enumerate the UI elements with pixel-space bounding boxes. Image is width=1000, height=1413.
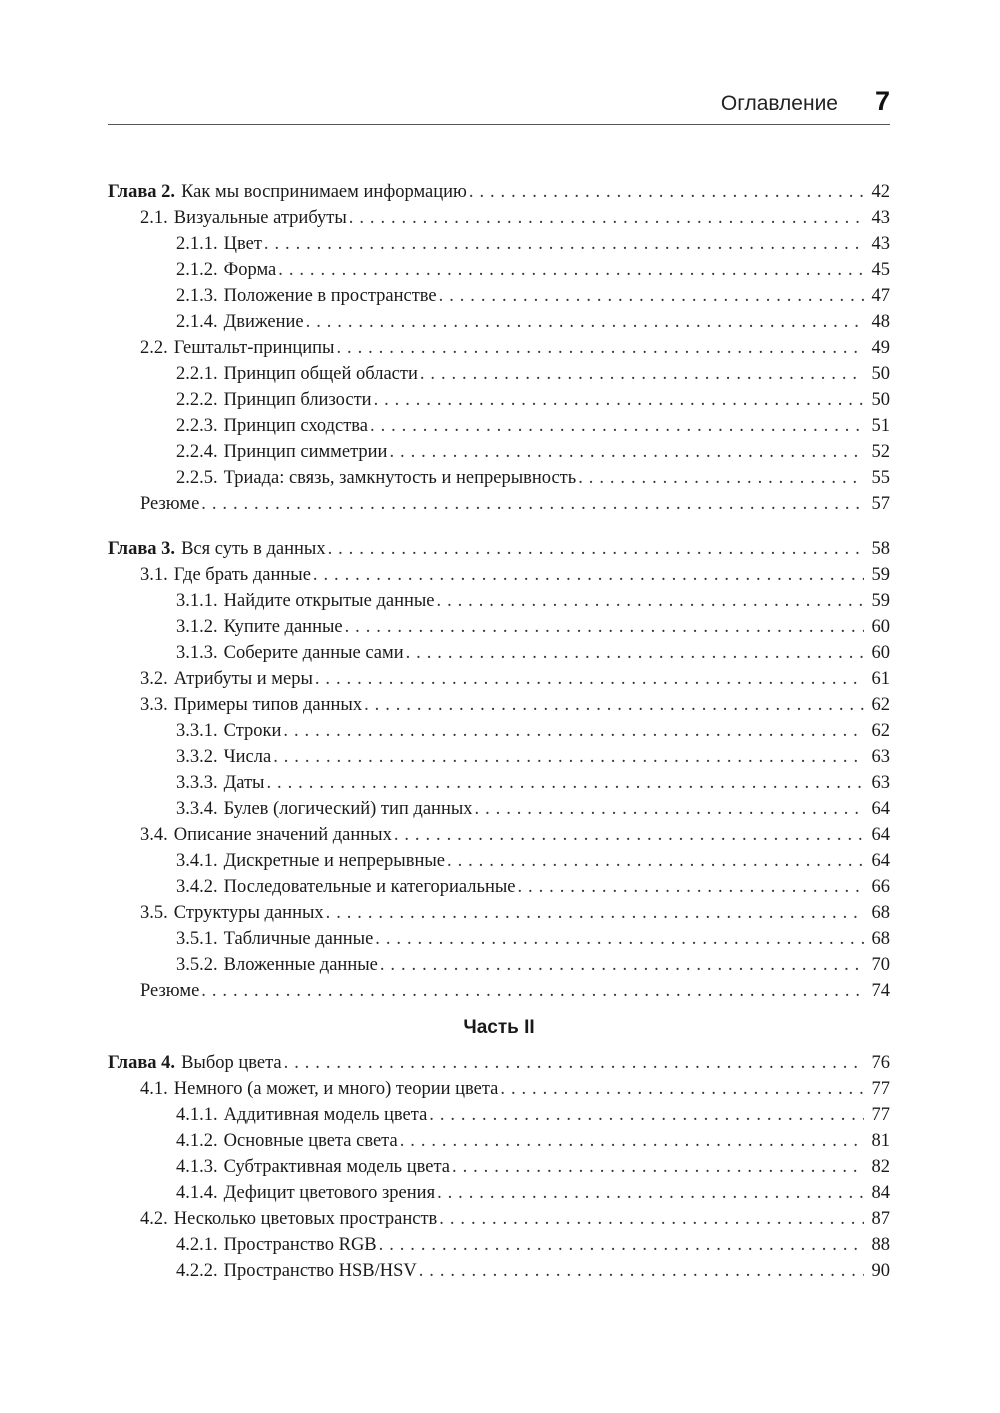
entry-title: Дефицит цветового зрения: [223, 1183, 436, 1203]
entry-title: Немного (а может, и много) теории цвета: [173, 1079, 499, 1099]
dot-leader: [469, 179, 864, 205]
toc-entry-4-2[interactable]: [108, 1206, 890, 1232]
dot-leader: [284, 1050, 864, 1076]
entry-number: 3.3.2.: [176, 747, 218, 767]
toc-entry-2-1-4[interactable]: [108, 309, 890, 335]
toc-entry-chapter-3-summary[interactable]: [108, 978, 890, 1004]
entry-title: Резюме: [140, 494, 200, 514]
entry-page: 74: [871, 981, 890, 1001]
chapter-2-section: [108, 179, 890, 517]
entry-page: 64: [871, 851, 890, 871]
entry-title: Несколько цветовых пространств: [173, 1209, 438, 1229]
entry-page: 52: [871, 442, 890, 462]
entry-number: 4.2.: [140, 1209, 168, 1229]
dot-leader: [267, 770, 865, 796]
toc-entry-chapter-2[interactable]: [108, 179, 890, 205]
entry-title: Выбор цвета: [181, 1053, 282, 1073]
running-header: [108, 88, 890, 125]
toc-entry-3-1-3[interactable]: [108, 640, 890, 666]
entry-title: Визуальные атрибуты: [173, 208, 347, 228]
entry-number: 3.1.3.: [176, 643, 218, 663]
dot-leader: [374, 387, 864, 413]
dot-leader: [273, 744, 864, 770]
entry-title: Купите данные: [223, 617, 343, 637]
dot-leader: [306, 309, 864, 335]
entry-page: 60: [871, 617, 890, 637]
entry-page: 88: [871, 1235, 890, 1255]
entry-number: 4.1.4.: [176, 1183, 218, 1203]
entry-number: 4.1.3.: [176, 1157, 218, 1177]
toc-entry-4-1-1[interactable]: [108, 1102, 890, 1128]
entry-title: Принцип сходства: [223, 416, 369, 436]
dot-leader: [475, 796, 864, 822]
entry-number: 4.2.1.: [176, 1235, 218, 1255]
entry-number: 3.4.2.: [176, 877, 218, 897]
chapter-label: Глава 4.: [108, 1053, 176, 1073]
toc-entry-4-1[interactable]: [108, 1076, 890, 1102]
toc-entry-chapter-2-summary[interactable]: [108, 491, 890, 517]
entry-page: 70: [871, 955, 890, 975]
entry-number: 2.2.2.: [176, 390, 218, 410]
toc-entry-4-1-3[interactable]: [108, 1154, 890, 1180]
entry-title: Субтрактивная модель цвета: [223, 1157, 451, 1177]
entry-title: Пространство HSB/HSV: [223, 1261, 417, 1281]
toc-entry-chapter-4[interactable]: [108, 1050, 890, 1076]
dot-leader: [201, 491, 864, 517]
entry-page: 87: [871, 1209, 890, 1229]
toc-entry-2-1-2[interactable]: [108, 257, 890, 283]
toc-entry-3-4[interactable]: [108, 822, 890, 848]
entry-page: 48: [871, 312, 890, 332]
entry-page: 64: [871, 799, 890, 819]
entry-number: 3.3.4.: [176, 799, 218, 819]
entry-page: 62: [871, 695, 890, 715]
entry-page: 59: [871, 565, 890, 585]
dot-leader: [500, 1076, 864, 1102]
entry-page: 82: [871, 1157, 890, 1177]
entry-number: 2.2.5.: [176, 468, 218, 488]
dot-leader: [336, 335, 864, 361]
dot-leader: [364, 692, 864, 718]
toc-entry-4-1-4[interactable]: [108, 1180, 890, 1206]
entry-title: Последовательные и категориальные: [223, 877, 516, 897]
chapter-3-section: [108, 536, 890, 1004]
toc-entry-3-3-4[interactable]: [108, 796, 890, 822]
toc-entry-3-5-1[interactable]: [108, 926, 890, 952]
entry-title: Вся суть в данных: [181, 539, 326, 559]
dot-leader: [439, 283, 864, 309]
entry-number: 4.1.1.: [176, 1105, 218, 1125]
toc-entry-3-3-3[interactable]: [108, 770, 890, 796]
toc-entry-3-1-2[interactable]: [108, 614, 890, 640]
entry-title: Форма: [223, 260, 277, 280]
entry-page: 77: [871, 1079, 890, 1099]
entry-number: 3.5.1.: [176, 929, 218, 949]
entry-title: Гештальт-принципы: [173, 338, 335, 358]
entry-title: Табличные данные: [223, 929, 374, 949]
toc-entry-chapter-3[interactable]: [108, 536, 890, 562]
entry-page: 49: [871, 338, 890, 358]
dot-leader: [380, 952, 864, 978]
entry-page: 60: [871, 643, 890, 663]
dot-leader: [328, 536, 864, 562]
dot-leader: [420, 361, 864, 387]
toc-entry-4-1-2[interactable]: [108, 1128, 890, 1154]
toc-entry-3-2[interactable]: [108, 666, 890, 692]
entry-title: Атрибуты и меры: [173, 669, 313, 689]
entry-title: Соберите данные сами: [223, 643, 404, 663]
dot-leader: [578, 465, 864, 491]
entry-page: 51: [871, 416, 890, 436]
section-spacer: [108, 517, 890, 536]
dot-leader: [447, 848, 864, 874]
entry-number: 2.1.1.: [176, 234, 218, 254]
entry-number: 3.1.2.: [176, 617, 218, 637]
entry-number: 2.2.: [140, 338, 168, 358]
dot-leader: [201, 978, 864, 1004]
entry-page: 81: [871, 1131, 890, 1151]
chapter-label: Глава 3.: [108, 539, 176, 559]
dot-leader: [429, 1102, 864, 1128]
entry-page: 68: [871, 903, 890, 923]
dot-leader: [313, 562, 864, 588]
toc-entry-3-5-2[interactable]: [108, 952, 890, 978]
toc-entry-2-2-1[interactable]: [108, 361, 890, 387]
dot-leader: [518, 874, 865, 900]
entry-number: 4.2.2.: [176, 1261, 218, 1281]
entry-number: 3.2.: [140, 669, 168, 689]
entry-page: 64: [871, 825, 890, 845]
toc-entry-2-1-1[interactable]: [108, 231, 890, 257]
toc-entry-3-3[interactable]: [108, 692, 890, 718]
dot-leader: [406, 640, 864, 666]
entry-page: 66: [871, 877, 890, 897]
page-number: 7: [874, 86, 890, 116]
dot-leader: [375, 926, 864, 952]
entry-page: 47: [871, 286, 890, 306]
toc-entry-2-2-4[interactable]: [108, 439, 890, 465]
entry-title: Принцип симметрии: [223, 442, 388, 462]
dot-leader: [315, 666, 864, 692]
toc-entry-2-2-3[interactable]: [108, 413, 890, 439]
entry-page: 43: [871, 234, 890, 254]
entry-page: 42: [871, 182, 890, 202]
entry-title: Строки: [223, 721, 282, 741]
entry-page: 62: [871, 721, 890, 741]
entry-number: 3.1.1.: [176, 591, 218, 611]
toc-entry-2-1-3[interactable]: [108, 283, 890, 309]
toc-entry-4-2-2[interactable]: [108, 1258, 890, 1284]
entry-title: Цвет: [223, 234, 262, 254]
entry-page: 61: [871, 669, 890, 689]
dot-leader: [345, 614, 864, 640]
dot-leader: [439, 1206, 864, 1232]
table-of-contents: [108, 179, 890, 1284]
toc-entry-4-2-1[interactable]: [108, 1232, 890, 1258]
running-header-title: Оглавление: [720, 92, 838, 115]
dot-leader: [437, 1180, 864, 1206]
entry-title: Структуры данных: [173, 903, 324, 923]
entry-page: 90: [871, 1261, 890, 1281]
dot-leader: [419, 1258, 864, 1284]
entry-number: 4.1.2.: [176, 1131, 218, 1151]
entry-title: Резюме: [140, 981, 200, 1001]
toc-entry-3-4-2[interactable]: [108, 874, 890, 900]
toc-entry-3-3-1[interactable]: [108, 718, 890, 744]
dot-leader: [349, 205, 864, 231]
chapter-4-section: [108, 1050, 890, 1284]
entry-title: Принцип близости: [223, 390, 372, 410]
chapter-label: Глава 2.: [108, 182, 176, 202]
entry-page: 68: [871, 929, 890, 949]
entry-page: 84: [871, 1183, 890, 1203]
entry-page: 76: [871, 1053, 890, 1073]
entry-title: Пространство RGB: [223, 1235, 377, 1255]
toc-entry-3-4-1[interactable]: [108, 848, 890, 874]
entry-title: Движение: [223, 312, 304, 332]
entry-number: 3.5.: [140, 903, 168, 923]
entry-number: 3.3.3.: [176, 773, 218, 793]
toc-entry-2-1[interactable]: [108, 205, 890, 231]
entry-title: Булев (логический) тип данных: [223, 799, 473, 819]
toc-entry-2-2-2[interactable]: [108, 387, 890, 413]
toc-entry-2-2[interactable]: [108, 335, 890, 361]
entry-page: 50: [871, 390, 890, 410]
dot-leader: [370, 413, 864, 439]
entry-page: 59: [871, 591, 890, 611]
entry-number: 2.2.3.: [176, 416, 218, 436]
dot-leader: [264, 231, 864, 257]
toc-entry-3-5[interactable]: [108, 900, 890, 926]
entry-title: Описание значений данных: [173, 825, 392, 845]
entry-page: 58: [871, 539, 890, 559]
entry-title: Найдите открытые данные: [223, 591, 435, 611]
entry-number: 4.1.: [140, 1079, 168, 1099]
entry-number: 3.5.2.: [176, 955, 218, 975]
entry-number: 3.3.: [140, 695, 168, 715]
part-2-heading: Часть II: [463, 1017, 535, 1038]
entry-number: 2.1.: [140, 208, 168, 228]
entry-page: 55: [871, 468, 890, 488]
entry-title: Примеры типов данных: [173, 695, 363, 715]
entry-number: 2.2.1.: [176, 364, 218, 384]
dot-leader: [389, 439, 864, 465]
entry-page: 63: [871, 773, 890, 793]
entry-number: 2.1.2.: [176, 260, 218, 280]
entry-number: 3.3.1.: [176, 721, 218, 741]
toc-entry-3-1[interactable]: [108, 562, 890, 588]
dot-leader: [283, 718, 864, 744]
dot-leader: [400, 1128, 864, 1154]
entry-title: Дискретные и непрерывные: [223, 851, 446, 871]
entry-title: Аддитивная модель цвета: [223, 1105, 428, 1125]
dot-leader: [379, 1232, 864, 1258]
toc-entry-3-1-1[interactable]: [108, 588, 890, 614]
entry-number: 2.1.4.: [176, 312, 218, 332]
entry-page: 63: [871, 747, 890, 767]
entry-title: Основные цвета света: [223, 1131, 398, 1151]
entry-title: Числа: [223, 747, 272, 767]
toc-entry-2-2-5[interactable]: [108, 465, 890, 491]
dot-leader: [278, 257, 864, 283]
entry-title: Вложенные данные: [223, 955, 378, 975]
entry-number: 2.1.3.: [176, 286, 218, 306]
toc-entry-3-3-2[interactable]: [108, 744, 890, 770]
entry-title: Даты: [223, 773, 265, 793]
entry-number: 3.4.1.: [176, 851, 218, 871]
entry-title: Где брать данные: [173, 565, 311, 585]
entry-number: 2.2.4.: [176, 442, 218, 462]
dot-leader: [452, 1154, 864, 1180]
entry-title: Как мы воспринимаем информацию: [181, 182, 467, 202]
entry-page: 57: [871, 494, 890, 514]
entry-title: Принцип общей области: [223, 364, 418, 384]
dot-leader: [326, 900, 864, 926]
entry-title: Положение в пространстве: [223, 286, 437, 306]
entry-number: 3.1.: [140, 565, 168, 585]
entry-title: Триада: связь, замкнутость и непрерывность: [223, 468, 577, 488]
dot-leader: [437, 588, 864, 614]
entry-page: 43: [871, 208, 890, 228]
dot-leader: [394, 822, 864, 848]
entry-number: 3.4.: [140, 825, 168, 845]
entry-page: 77: [871, 1105, 890, 1125]
entry-page: 50: [871, 364, 890, 384]
entry-page: 45: [871, 260, 890, 280]
